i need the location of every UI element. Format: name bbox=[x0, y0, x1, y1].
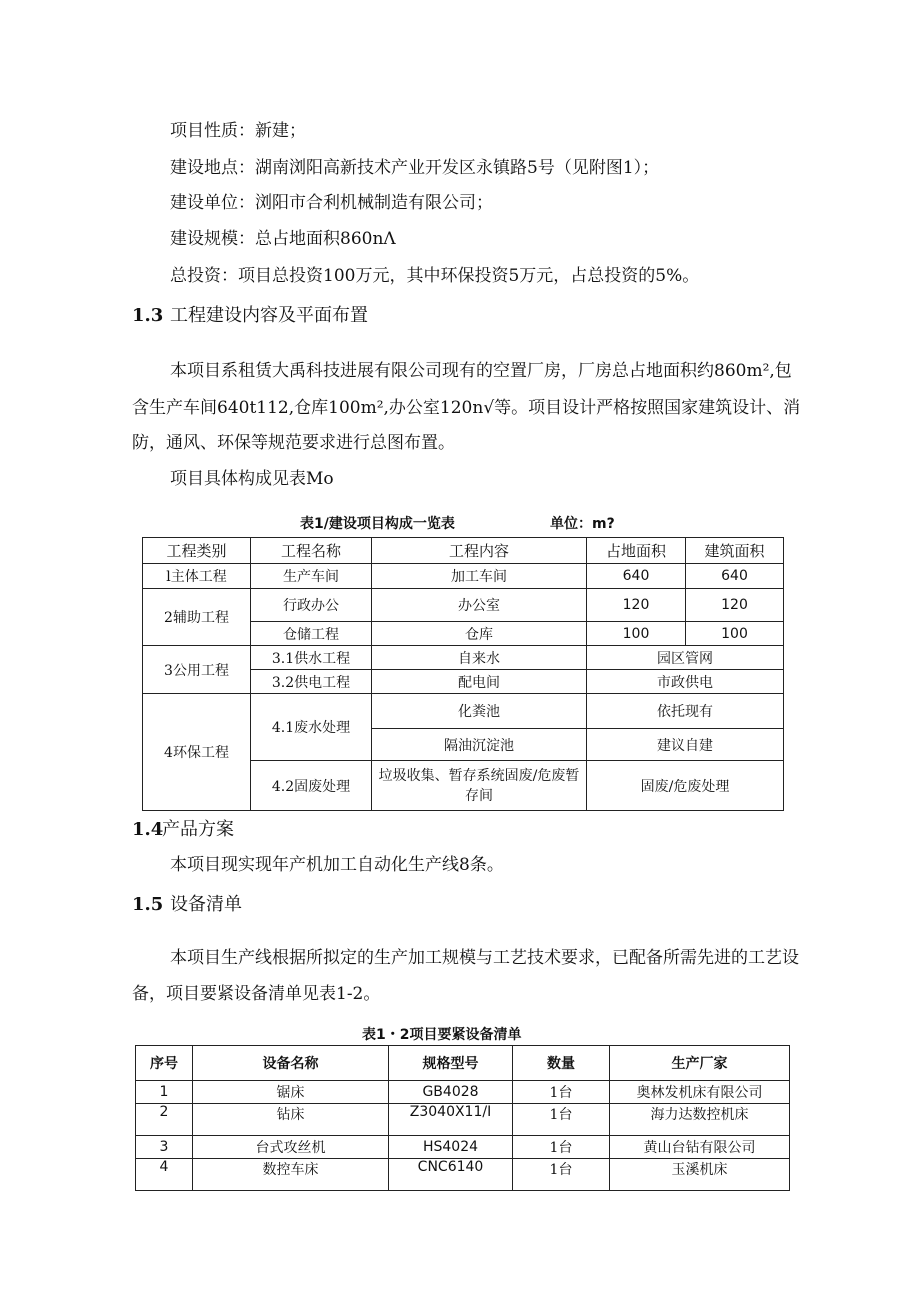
table-cell: 建议自建 bbox=[587, 729, 784, 761]
table-cell: 园区管网 bbox=[587, 646, 784, 670]
table-cell: 台式攻丝机 bbox=[193, 1136, 389, 1159]
table-row bbox=[143, 646, 784, 670]
table-cell: l主体工程 bbox=[143, 564, 251, 589]
table-row bbox=[143, 694, 784, 729]
table-1 bbox=[142, 537, 784, 811]
header-cell: 工程类别 bbox=[143, 538, 251, 564]
table-cell: 固废/危废处理 bbox=[587, 761, 784, 811]
table-cell: 自来水 bbox=[372, 646, 587, 670]
table-cell: 1台 bbox=[513, 1081, 610, 1104]
table-cell: 1台 bbox=[513, 1159, 610, 1191]
project-location: 建设地点：湖南浏阳高新技术产业开发区永镇路5号（见附图1）； bbox=[170, 158, 660, 178]
table-row bbox=[136, 1081, 790, 1104]
header-cell: 建筑面积 bbox=[686, 538, 784, 564]
table-cell: 3.2供电工程 bbox=[251, 670, 372, 694]
section-number: 1.4 bbox=[132, 819, 164, 840]
table-cell: 玉溪机床 bbox=[610, 1159, 790, 1191]
table-cell: 办公室 bbox=[372, 589, 587, 622]
table-1-unit: 单位：m? bbox=[550, 516, 615, 532]
section-number: 1.5 bbox=[132, 894, 164, 915]
header-cell: 占地面积 bbox=[587, 538, 686, 564]
table-cell: HS4024 bbox=[389, 1136, 513, 1159]
table-row bbox=[136, 1104, 790, 1136]
table-cell: 黄山台钻有限公司 bbox=[610, 1136, 790, 1159]
table-cell: 配电间 bbox=[372, 670, 587, 694]
section-1-3-heading bbox=[132, 304, 368, 328]
paragraph-line: 本项目现实现年产机加工自动化生产线8条。 bbox=[170, 855, 504, 875]
table-cell: 依托现有 bbox=[587, 694, 784, 729]
table-cell: GB4028 bbox=[389, 1081, 513, 1104]
table-cell: 仓储工程 bbox=[251, 622, 372, 646]
table-cell: 3 bbox=[136, 1136, 193, 1159]
table-cell: 仓库 bbox=[372, 622, 587, 646]
table-cell: 4 bbox=[136, 1159, 193, 1191]
table-cell: 海力达数控机床 bbox=[610, 1104, 790, 1136]
table-1-caption: 表1/建设项目构成一览表 bbox=[300, 516, 455, 532]
table-cell: Z3040X11/I bbox=[389, 1104, 513, 1136]
table-cell: 640 bbox=[587, 564, 686, 589]
table-cell: 3.1供水工程 bbox=[251, 646, 372, 670]
table-2 bbox=[135, 1045, 790, 1191]
table-header-row bbox=[143, 538, 784, 564]
table-cell: 2辅助工程 bbox=[143, 589, 251, 646]
table-cell: 100 bbox=[686, 622, 784, 646]
table-cell: 1 bbox=[136, 1081, 193, 1104]
paragraph-line: 备，项目要紧设备清单见表1-2。 bbox=[132, 984, 381, 1004]
project-investment: 总投资：项目总投资100万元，其中环保投资5万元，占总投资的5%。 bbox=[170, 266, 700, 286]
table-cell: 4环保工程 bbox=[143, 694, 251, 811]
table-cell: 加工车间 bbox=[372, 564, 587, 589]
table-2-caption: 表1・2项目要紧设备清单 bbox=[362, 1027, 522, 1043]
table-cell: 1台 bbox=[513, 1104, 610, 1136]
table-cell: 1台 bbox=[513, 1136, 610, 1159]
project-nature: 项目性质：新建； bbox=[170, 121, 306, 141]
table-cell: 3公用工程 bbox=[143, 646, 251, 694]
table-header-row bbox=[136, 1046, 790, 1081]
table-cell: 4.2固废处理 bbox=[251, 761, 372, 811]
table-cell: 钻床 bbox=[193, 1104, 389, 1136]
table-cell: 2 bbox=[136, 1104, 193, 1136]
table-cell: 化粪池 bbox=[372, 694, 587, 729]
section-title: 工程建设内容及平面布置 bbox=[170, 305, 368, 326]
header-cell: 工程名称 bbox=[251, 538, 372, 564]
section-title: 设备清单 bbox=[170, 894, 242, 915]
table-cell: 垃圾收集、暂存系统固废/危废暂存间 bbox=[372, 761, 587, 811]
table-cell: 隔油沉淀池 bbox=[372, 729, 587, 761]
header-cell: 工程内容 bbox=[372, 538, 587, 564]
paragraph-line: 防，通风、环保等规范要求进行总图布置。 bbox=[132, 433, 455, 453]
project-unit: 建设单位：浏阳市合利机械制造有限公司； bbox=[170, 193, 493, 213]
project-scale: 建设规模：总占地面积860nΛ bbox=[170, 229, 396, 249]
header-cell: 序号 bbox=[136, 1046, 193, 1081]
section-title: 产品方案 bbox=[162, 819, 234, 840]
table-cell: 120 bbox=[587, 589, 686, 622]
table-cell: 4.1废水处理 bbox=[251, 694, 372, 761]
paragraph-line: 含生产车间640t112,仓库100m²,办公室120n√等。项目设计严格按照国家建筑设计、消 bbox=[132, 398, 801, 418]
table-cell: 640 bbox=[686, 564, 784, 589]
table-cell: 行政办公 bbox=[251, 589, 372, 622]
table-cell: 奥林发机床有限公司 bbox=[610, 1081, 790, 1104]
table-cell: 生产车间 bbox=[251, 564, 372, 589]
paragraph-line: 项目具体构成见表Mo bbox=[170, 469, 334, 489]
table-cell: 锯床 bbox=[193, 1081, 389, 1104]
section-1-5-heading bbox=[132, 893, 242, 917]
header-cell: 数量 bbox=[513, 1046, 610, 1081]
table-cell: 120 bbox=[686, 589, 784, 622]
paragraph-line: 本项目系租赁大禹科技进展有限公司现有的空置厂房，厂房总占地面积约860m²,包 bbox=[170, 361, 792, 381]
section-number: 1.3 bbox=[132, 305, 164, 326]
header-cell: 规格型号 bbox=[389, 1046, 513, 1081]
section-1-4-heading bbox=[132, 818, 234, 842]
table-row bbox=[136, 1159, 790, 1191]
paragraph-line: 本项目生产线根据所拟定的生产加工规模与工艺技术要求，已配备所需先进的工艺设 bbox=[170, 948, 799, 968]
table-row bbox=[136, 1136, 790, 1159]
header-cell: 生产厂家 bbox=[610, 1046, 790, 1081]
table-cell: CNC6140 bbox=[389, 1159, 513, 1191]
table-cell: 数控车床 bbox=[193, 1159, 389, 1191]
table-row bbox=[143, 589, 784, 622]
table-row bbox=[143, 564, 784, 589]
table-cell: 100 bbox=[587, 622, 686, 646]
header-cell: 设备名称 bbox=[193, 1046, 389, 1081]
table-cell: 市政供电 bbox=[587, 670, 784, 694]
